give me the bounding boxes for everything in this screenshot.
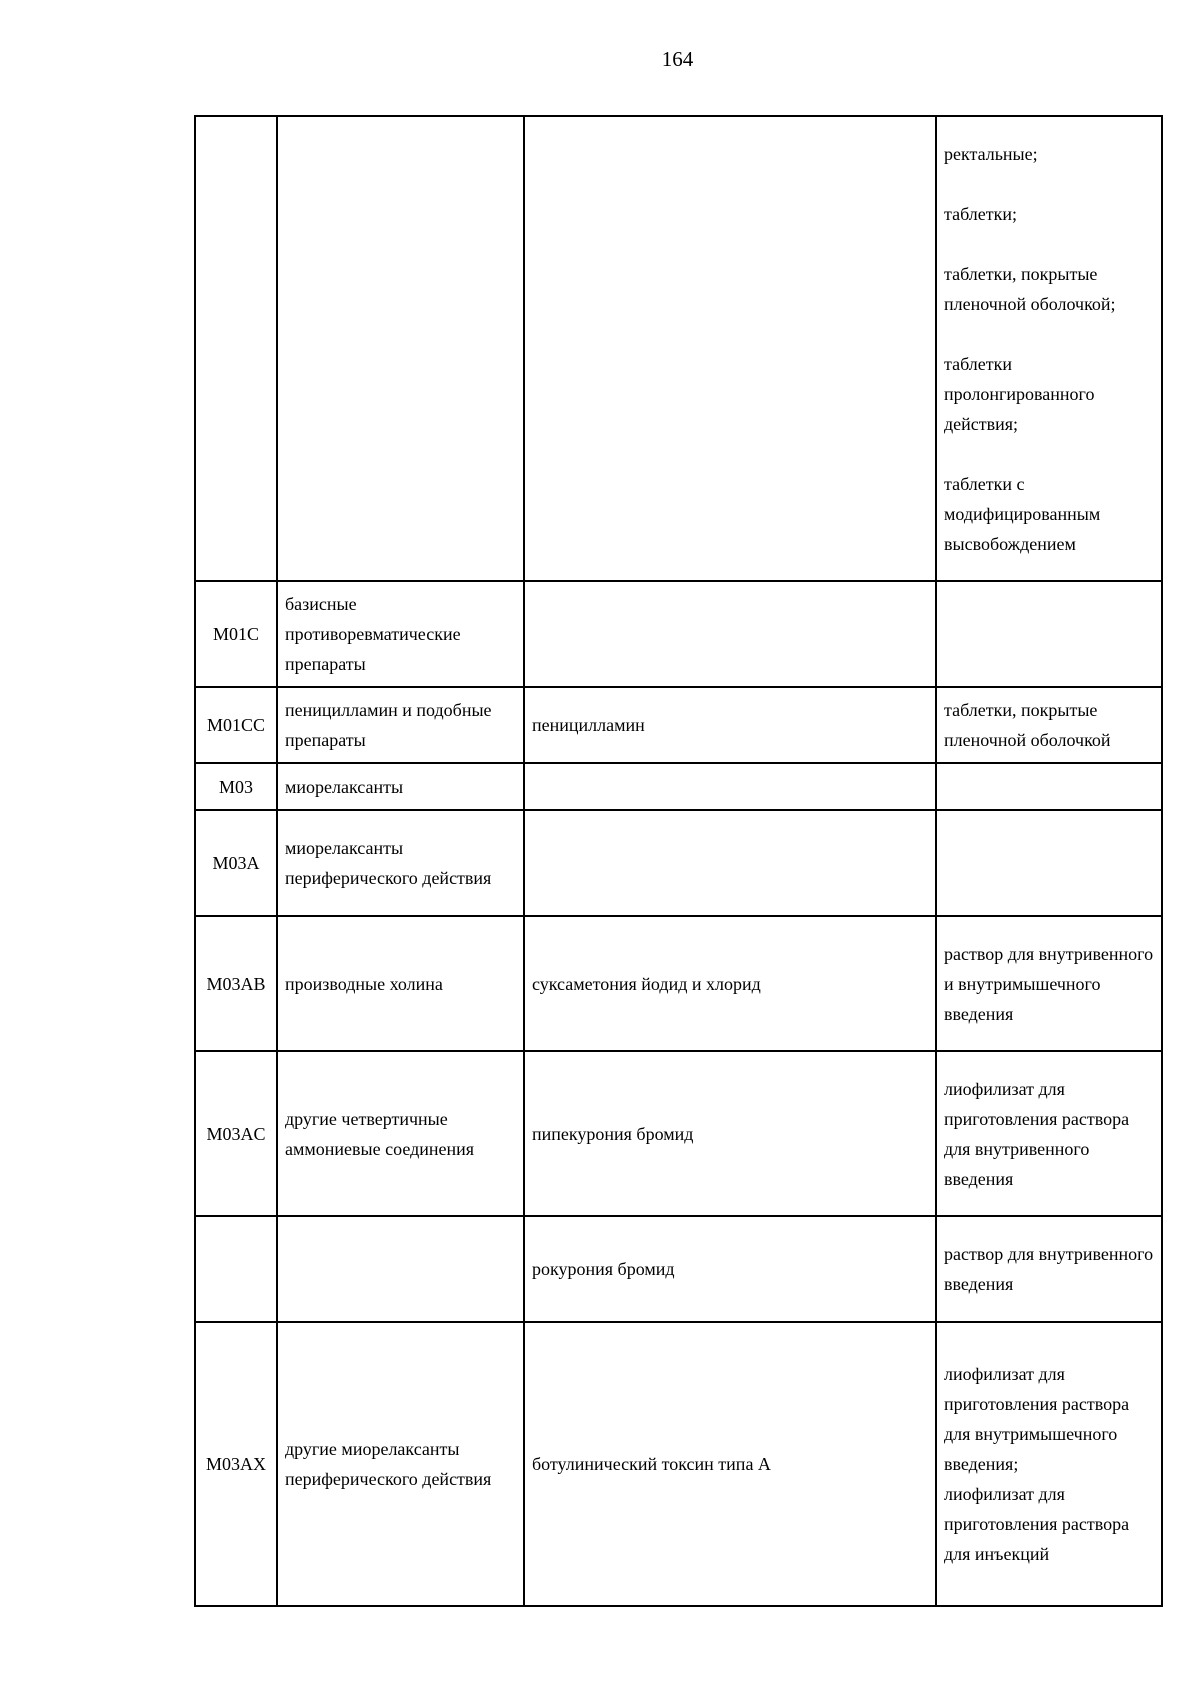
dosage-form-item: таблетки пролонгированного действия; xyxy=(944,353,1095,434)
dosage-forms-cell xyxy=(936,1322,1162,1606)
table-row xyxy=(195,1216,1162,1322)
dosage-forms-cell xyxy=(936,763,1162,810)
dosage-form-item: раствор для внутривенного и внутримышечного введения xyxy=(944,943,1154,1024)
atc-code-cell: M01C xyxy=(195,581,277,687)
dosage-form-item: таблетки, покрытые пленочной оболочкой; xyxy=(944,263,1116,314)
drug-cell xyxy=(524,810,936,916)
atc-code-cell: M03AC xyxy=(195,1051,277,1216)
dosage-forms-cell xyxy=(936,916,1162,1051)
group-cell: производные холина xyxy=(277,916,524,1051)
atc-code-cell: M03AB xyxy=(195,916,277,1051)
atc-code-cell: M03A xyxy=(195,810,277,916)
dosage-form-item: таблетки с модифицированным высвобождением xyxy=(944,473,1101,554)
dosage-forms-cell xyxy=(936,581,1162,687)
table-row xyxy=(195,581,1162,687)
drug-table xyxy=(194,115,1163,1607)
table-row xyxy=(195,1051,1162,1216)
dosage-forms-cell xyxy=(936,810,1162,916)
table-row xyxy=(195,1322,1162,1606)
group-cell: пеницилламин и подобные препараты xyxy=(277,687,524,763)
dosage-form-item: лиофилизат для приготовления раствора для внутримышечного введения; xyxy=(944,1364,1130,1474)
drug-cell: пеницилламин xyxy=(524,687,936,763)
table-row xyxy=(195,763,1162,810)
drug-cell: пипекурония бромид xyxy=(524,1051,936,1216)
atc-code-cell: M01CC xyxy=(195,687,277,763)
group-cell: миорелаксанты xyxy=(277,763,524,810)
atc-code-cell xyxy=(195,1216,277,1322)
group-cell xyxy=(277,1216,524,1322)
atc-code-cell: M03AX xyxy=(195,1322,277,1606)
dosage-form-item: раствор для внутривенного введения xyxy=(944,1244,1154,1294)
dosage-form-item: таблетки, покрытые пленочной оболочкой xyxy=(944,700,1111,750)
group-cell: другие миорелаксанты периферического действия xyxy=(277,1322,524,1606)
page-number: 164 xyxy=(661,47,694,71)
group-cell: базисные противоревматические препараты xyxy=(277,581,524,687)
dosage-form-item: таблетки; xyxy=(944,203,1018,224)
drug-cell: рокурония бромид xyxy=(524,1216,936,1322)
drug-cell: ботулинический токсин типа A xyxy=(524,1322,936,1606)
group-cell xyxy=(277,116,524,581)
atc-code-cell xyxy=(195,116,277,581)
table-row xyxy=(195,916,1162,1051)
dosage-forms-cell xyxy=(936,1216,1162,1322)
atc-code-cell: M03 xyxy=(195,763,277,810)
dosage-forms-cell xyxy=(936,1051,1162,1216)
group-cell: другие четвертичные аммониевые соединения xyxy=(277,1051,524,1216)
drug-cell xyxy=(524,763,936,810)
table-row xyxy=(195,810,1162,916)
drug-cell xyxy=(524,116,936,581)
drug-cell xyxy=(524,581,936,687)
dosage-form-item: ректальные; xyxy=(944,143,1038,164)
table-row xyxy=(195,116,1162,581)
drug-cell: суксаметония йодид и хлорид xyxy=(524,916,936,1051)
dosage-forms-cell xyxy=(936,116,1162,581)
dosage-forms-cell xyxy=(936,687,1162,763)
group-cell: миорелаксанты периферического действия xyxy=(277,810,524,916)
dosage-form-item: лиофилизат для приготовления раствора для инъекций xyxy=(944,1484,1130,1564)
dosage-form-item: лиофилизат для приготовления раствора для внутривенного введения xyxy=(944,1078,1130,1189)
table-row xyxy=(195,687,1162,763)
